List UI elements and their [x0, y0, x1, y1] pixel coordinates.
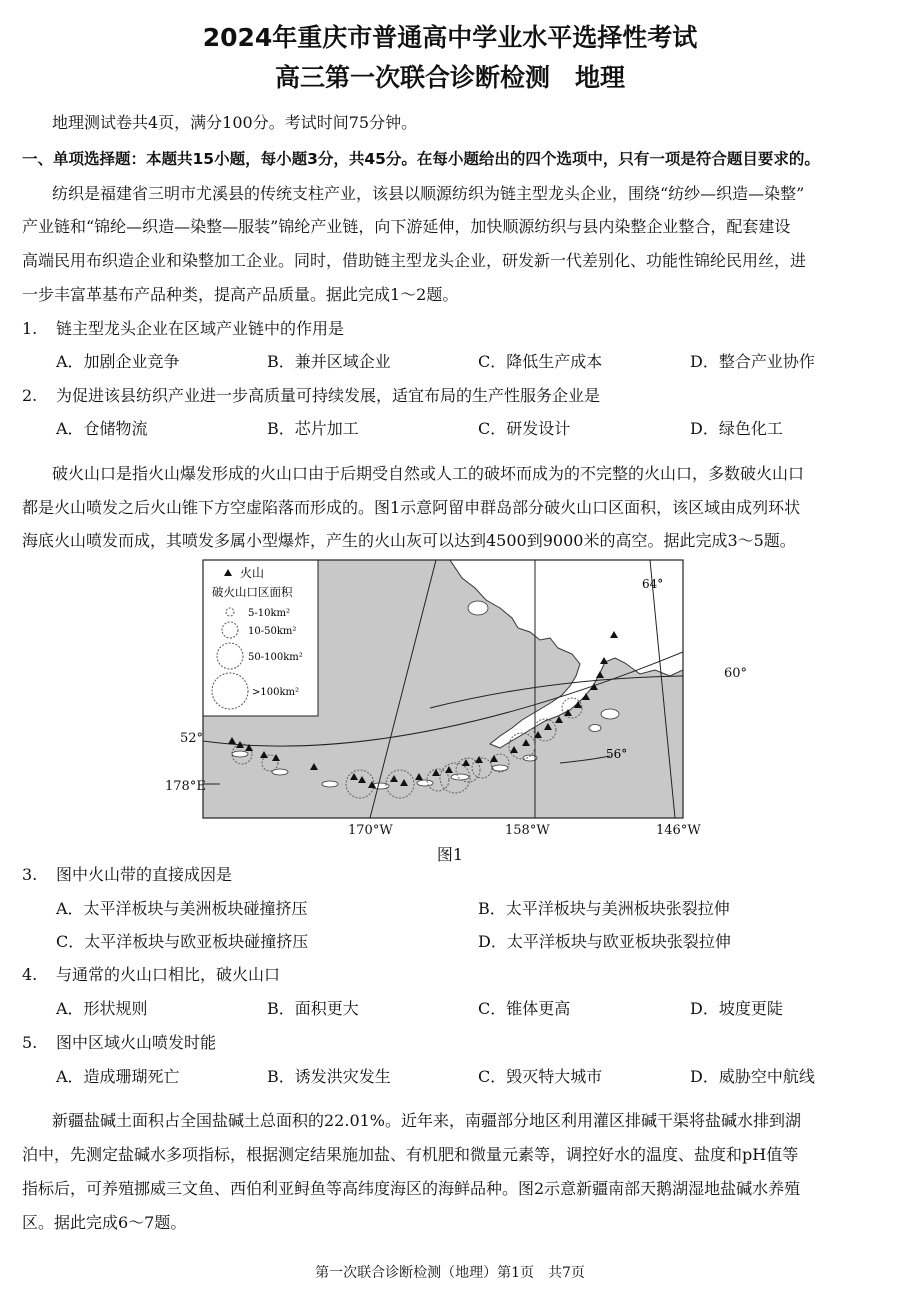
- page-footer: 第一次联合诊断检测（地理）第1页 共7页: [315, 1265, 585, 1281]
- passage3-line: 区。据此完成6～7题。: [22, 1213, 187, 1232]
- option-c[interactable]: C．毁灭特大城市: [478, 1067, 603, 1086]
- option-b[interactable]: B．诱发洪灾发生: [267, 1067, 391, 1086]
- passage1-line: 一步丰富革基布产品种类，提高产品质量。据此完成1～2题。: [22, 285, 459, 304]
- question-number: 2.: [22, 386, 38, 405]
- aleutian-caldera-map: [200, 558, 700, 840]
- lon-label-158w: 158°W: [505, 823, 550, 838]
- lat-label-60: 60°: [724, 666, 748, 681]
- legend-item: 5-10km²: [248, 608, 291, 619]
- passage2-line: 都是火山喷发之后火山锥下方空虚陷落而形成的。图1示意阿留申群岛部分破火山口区面积，该区域由成列环状: [22, 498, 801, 517]
- option-b[interactable]: B．面积更大: [267, 999, 359, 1018]
- passage2-line: 海底火山喷发而成，其喷发多属小型爆炸，产生的火山灰可以达到4500到9000米的高空。据此完成3～5题。: [22, 531, 796, 550]
- lat-label: 56°: [606, 747, 628, 761]
- lon-label-146w: 146°W: [656, 823, 701, 838]
- lon-label-170w: 170°W: [348, 823, 393, 838]
- island: [601, 709, 619, 719]
- question-text: 为促进该县纺织产业进一步高质量可持续发展，适宜布局的生产性服务企业是: [56, 386, 601, 405]
- option-c[interactable]: C．研发设计: [478, 419, 571, 438]
- passage1-line: 产业链和“锦纶—织造—染整—服装”锦纶产业链，向下游延伸，加快顺源纺织与县内染整企业整合，配套建设: [22, 217, 791, 236]
- option-d[interactable]: D．绿色化工: [690, 419, 783, 438]
- question-text: 与通常的火山口相比，破火山口: [56, 965, 281, 984]
- option-c[interactable]: C．降低生产成本: [478, 352, 603, 371]
- question-text: 图中火山带的直接成因是: [56, 865, 233, 884]
- option-d[interactable]: D．太平洋板块与欧亚板块张裂拉伸: [478, 932, 731, 951]
- option-a[interactable]: A．加剧企业竞争: [56, 352, 180, 371]
- passage3-line: 指标后，可养殖挪威三文鱼、西伯利亚鲟鱼等高纬度海区的海鲜品种。图2示意新疆南部天鹅湖湿地盐碱水养殖: [22, 1179, 801, 1198]
- option-b[interactable]: B．芯片加工: [267, 419, 359, 438]
- lat-label-52: 52°: [180, 731, 204, 746]
- question-number: 3.: [22, 865, 38, 884]
- option-a[interactable]: A．太平洋板块与美洲板块碰撞挤压: [56, 899, 308, 918]
- question-number: 5.: [22, 1033, 38, 1052]
- island: [417, 780, 433, 786]
- question-2: [22, 385, 600, 407]
- option-d[interactable]: D．整合产业协作: [690, 352, 815, 371]
- question-5: [22, 1032, 216, 1054]
- question-text: 链主型龙头企业在区域产业链中的作用是: [56, 319, 345, 338]
- passage2-line: 破火山口是指火山爆发形成的火山口由于后期受自然或人工的破坏而成为的不完整的火山口，多数破火山口: [52, 464, 805, 483]
- section-heading: 一、单项选择题：本题共15小题，每小题3分，共45分。在每小题给出的四个选项中，只有一项是符合题目要求的。: [22, 150, 820, 168]
- lon-label-178e: 178°E: [165, 779, 206, 794]
- exam-title: 2024年重庆市普通高中学业水平选择性考试: [202, 23, 698, 52]
- option-a[interactable]: A．仓储物流: [56, 419, 148, 438]
- passage1-line: 纺织是福建省三明市尤溪县的传统支柱产业，该县以顺源纺织为链主型龙头企业，围绕“纺纱—织造—染整”: [52, 184, 805, 203]
- exam-subtitle: 高三第一次联合诊断检测 地理: [274, 63, 625, 92]
- question-number: 1.: [22, 319, 38, 338]
- legend-item: 10-50km²: [248, 626, 297, 637]
- exam-intro: 地理测试卷共4页，满分100分。考试时间75分钟。: [52, 113, 418, 132]
- option-c[interactable]: C．太平洋板块与欧亚板块碰撞挤压: [56, 932, 309, 951]
- island: [468, 601, 488, 615]
- option-d[interactable]: D．坡度更陡: [690, 999, 783, 1018]
- option-b[interactable]: B．太平洋板块与美洲板块张裂拉伸: [478, 899, 730, 918]
- legend-volcano-label: 火山: [240, 566, 265, 580]
- option-c[interactable]: C．锥体更高: [478, 999, 571, 1018]
- island: [232, 751, 248, 757]
- question-4: [22, 964, 280, 986]
- question-text: 图中区域火山喷发时能: [56, 1033, 217, 1052]
- option-a[interactable]: A．形状规则: [56, 999, 148, 1018]
- island: [589, 725, 601, 732]
- option-a[interactable]: A．造成珊瑚死亡: [56, 1067, 180, 1086]
- legend-item: 50-100km²: [248, 652, 303, 663]
- legend-item: >100km²: [252, 687, 300, 698]
- passage1-line: 高端民用布织造企业和染整加工企业。同时，借助链主型龙头企业，研发新一代差别化、功能性锦纶民用丝，进: [22, 251, 807, 270]
- island: [451, 774, 469, 780]
- question-number: 4.: [22, 965, 38, 984]
- lat-label: 64°: [642, 577, 664, 591]
- legend-title: 破火山口区面积: [212, 585, 293, 599]
- passage3-line: 泊中，先测定盐碱水多项指标，根据测定结果施加盐、有机肥和微量元素等，调控好水的温度、盐度和pH值等: [22, 1145, 799, 1164]
- island: [322, 781, 338, 787]
- figure-caption: 图1: [436, 845, 464, 864]
- question-3: [22, 864, 232, 886]
- passage3-line: 新疆盐碱土面积占全国盐碱土总面积的22.01%。近年来，南疆部分地区利用灌区排碱干渠将盐碱水排到湖: [52, 1111, 802, 1130]
- option-b[interactable]: B．兼并区域企业: [267, 352, 391, 371]
- option-d[interactable]: D．威胁空中航线: [690, 1067, 815, 1086]
- question-1: [22, 318, 344, 340]
